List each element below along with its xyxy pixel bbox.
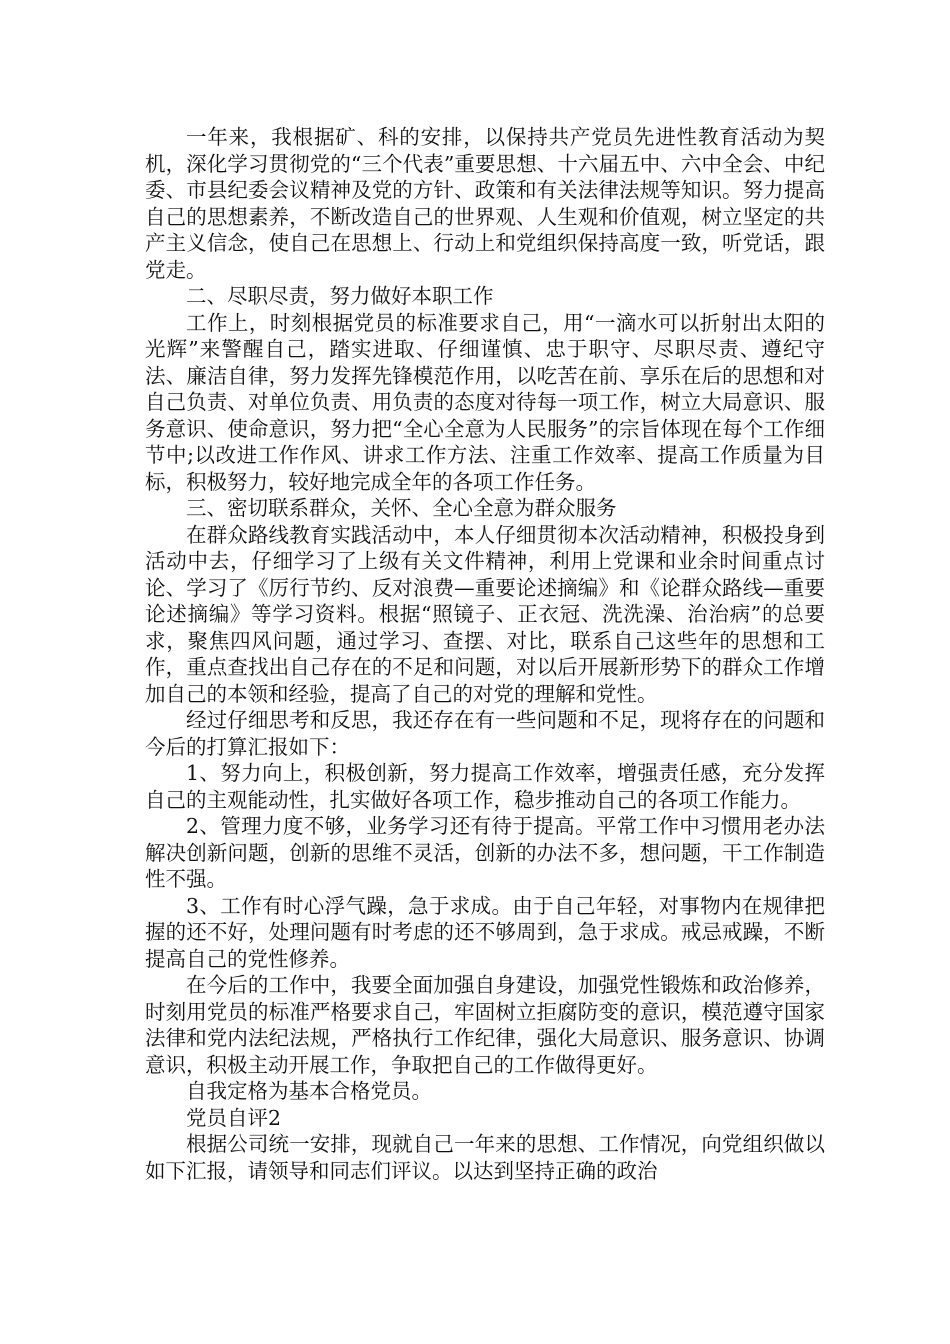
list-item-1: 1、努力向上，积极创新，努力提高工作效率，增强责任感，充分发挥自己的主观能动性，扎实做好各项工作，稳步推动自己的各项工作能力。 bbox=[145, 761, 825, 812]
section-heading-2: 二、尽职尽责，努力做好本职工作 bbox=[186, 284, 494, 308]
paragraph-mass-line: 在群众路线教育实践活动中，本人仔细贯彻本次活动精神，积极投身到活动中去，仔细学习了上级有关文件精神，利用上党课和业余时间重点讨论、学习了《厉行节约、反对浪费—重要论述摘编》和《论群众路线—重要论述摘编》等学习资料。根据“照镜子、正衣冠、洗洗澡、治治病”的总要求，聚焦四风问题，通过学习、查摆、对比，联系自己这些年的思想和工作，重点查找出自己存在的不足和问题，对以后开展新形势下的群众工作增加自己的本领和经验，提高了自己的对党的理解和党性。 bbox=[145, 522, 825, 706]
list-item-3: 3、工作有时心浮气躁，急于求成。由于自己年轻，对事物内在规律把握的还不好，处理问题有时考虑的还不够周到，急于求成。戒忌戒躁，不断提高自己的党性修养。 bbox=[145, 893, 825, 971]
document-body bbox=[145, 124, 825, 1184]
paragraph-reflection: 经过仔细思考和反思，我还存在有一些问题和不足，现将存在的问题和今后的打算汇报如下： bbox=[145, 708, 825, 759]
paragraph-review-2-intro: 根据公司统一安排，现就自己一年来的思想、工作情况，向党组织做以如下汇报，请领导和同志们评议。以达到坚持正确的政治 bbox=[145, 1132, 825, 1183]
paragraph-work: 工作上，时刻根据党员的标准要求自己，用“一滴水可以折射出太阳的光辉”来警醒自己，踏实进取、仔细谨慎、忠于职守、尽职尽责、遵纪守法、廉洁自律，努力发挥先锋模范作用，以吃苦在前、享乐在后的思想和对自己负责、对单位负责、用负责的态度对待每一项工作，树立大局意识、服务意识、使命意识，努力把“全心全意为人民服务”的宗旨体现在每个工作细节中;以改进工作作风、讲求工作方法、注重工作效率、提高工作质量为目标，积极努力，较好地完成全年的各项工作任务。 bbox=[145, 310, 825, 494]
paragraph-self-rating: 自我定格为基本合格党员。 bbox=[186, 1079, 432, 1103]
list-item-2: 2、管理力度不够，业务学习还有待于提高。平常工作中习惯用老办法解决创新问题，创新的思维不灵活，创新的办法不多，想问题，干工作制造性不强。 bbox=[145, 814, 825, 891]
section-title-self-review-2: 党员自评2 bbox=[186, 1105, 282, 1130]
paragraph-future: 在今后的工作中，我要全面加强自身建设，加强党性锻炼和政治修养，时刻用党员的标准严格要求自己，牢固树立拒腐防变的意识，模范遵守国家法律和党内法纪法规，严格执行工作纪律，强化大局意识、服务意识、协调意识，积极主动开展工作，争取把自己的工作做得更好。 bbox=[145, 973, 825, 1077]
section-heading-3: 三、密切联系群众，关怀、全心全意为群众服务 bbox=[186, 496, 617, 520]
paragraph-intro: 一年来，我根据矿、科的安排，以保持共产党员先进性教育活动为契机，深化学习贯彻党的“三个代表”重要思想、十六届五中、六中全会、中纪委、市县纪委会议精神及党的方针、政策和有关法律法规等知识。努力提高自己的思想素养，不断改造自己的世界观、人生观和价值观，树立坚定的共产主义信念，使自己在思想上、行动上和党组织保持高度一致，听党话，跟党走。 bbox=[145, 125, 825, 282]
